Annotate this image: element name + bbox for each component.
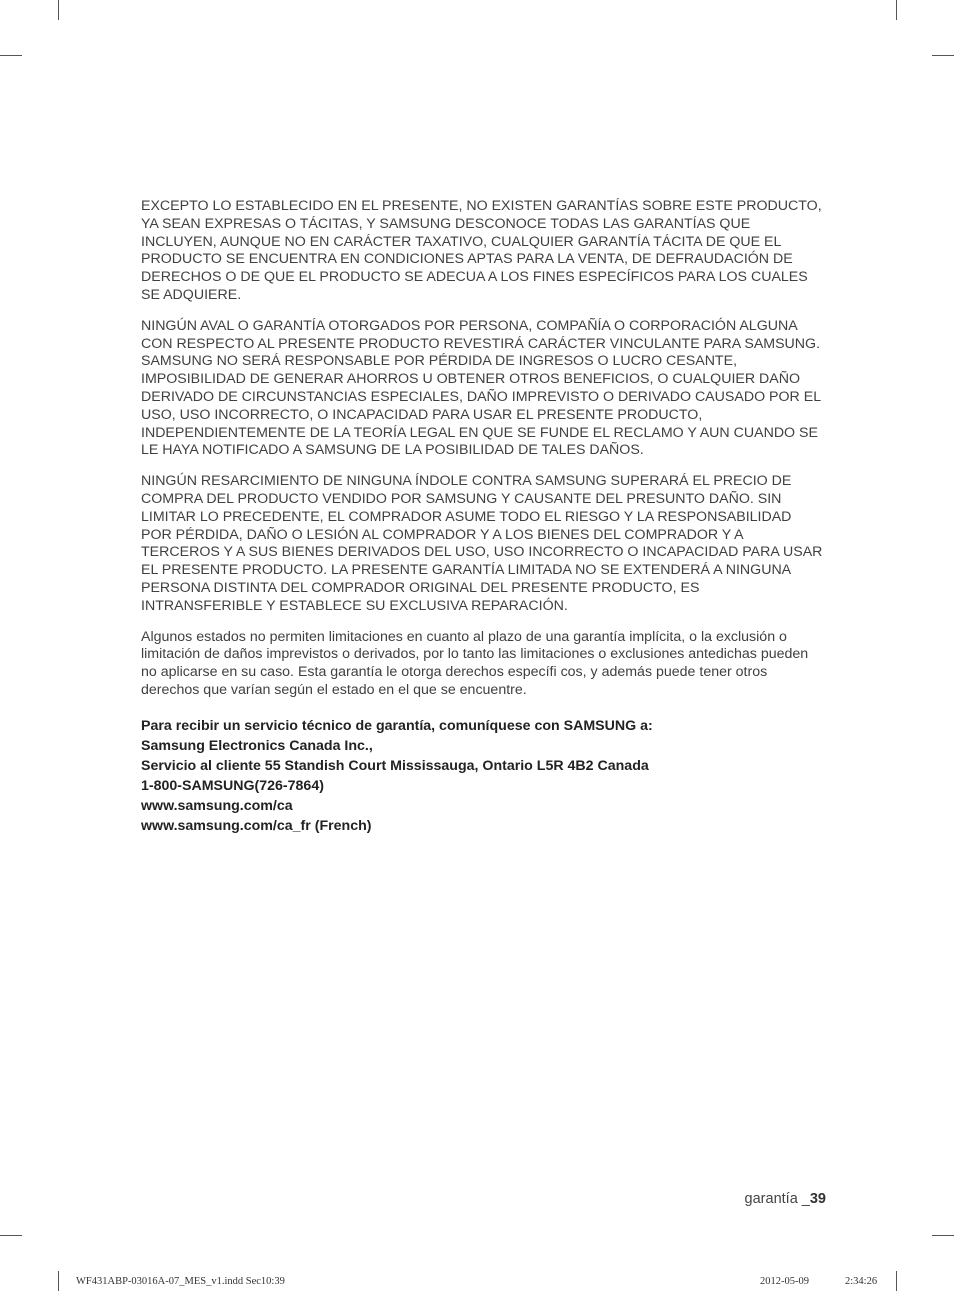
page-footer (745, 1191, 826, 1207)
slug-date: 2012-05-09 (760, 1276, 809, 1287)
paragraph-state-rights: Algunos estados no permiten limitaciones en cuanto al plazo de una garantía implícita, o la exclusión o limitación de daños imprevistos o derivados, por lo tanto las limitaciones o exclusiones antedichas pueden no aplicarse en su caso. Esta garantía le otorga derechos específi cos, y además puede tener otros derechos que varían según el estado en el que se encuentre. (141, 628, 809, 698)
crop-mark-right-bottom (932, 1235, 954, 1236)
crop-mark-top-right (896, 0, 897, 20)
crop-mark-top-left (58, 0, 59, 20)
crop-mark-bottom-left (58, 1271, 59, 1291)
crop-mark-right-top (932, 55, 954, 56)
contact-intro: Para recibir un servicio técnico de garantía, comuníquese con SAMSUNG a: (141, 717, 653, 734)
warranty-content (141, 198, 823, 836)
paragraph-liability: NINGÚN AVAL O GARANTÍA OTORGADOS POR PERSONA, COMPAÑÍA O CORPORACIÓN ALGUNA CON RESPECTO AL PRESENTE PRODUCTO REVESTIRÁ CARÁCTER VINCULANTE PARA SAMSUNG. SAMSUNG NO SERÁ RESPONSABLE POR PÉRDIDA DE INGRESOS O LUCRO CESANTE, IMPOSIBILIDAD DE GENERAR AHORROS U OBTENER OTROS BENEFICIOS, O CUALQUIER DAÑO DERIVADO DE CIRCUNSTANCIAS ESPECIALES, DAÑO IMPREVISTO O DERIVADO CAUSADO POR EL USO, USO INCORRECTO, O INCAPACIDAD PARA USAR EL PRESENTE PRODUCTO, INDEPENDIENTEMENTE DE LA TEORÍA LEGAL EN QUE SE FUNDE EL RECLAMO Y AUN CUANDO SE LE HAYA NOTIFICADO A SAMSUNG DE LA POSIBILIDAD DE TALES DAÑOS. (141, 317, 821, 459)
contact-website-fr: www.samsung.com/ca_fr (French) (141, 817, 372, 834)
contact-block (141, 716, 823, 836)
contact-website: www.samsung.com/ca (141, 797, 293, 814)
crop-mark-bottom-right (896, 1271, 897, 1291)
contact-company: Samsung Electronics Canada Inc., (141, 737, 373, 754)
paragraph-remedy: NINGÚN RESARCIMIENTO DE NINGUNA ÍNDOLE CONTRA SAMSUNG SUPERARÁ EL PRECIO DE COMPRA DEL PRODUCTO VENDIDO POR SAMSUNG Y CAUSANTE DEL PRESUNTO DAÑO. SIN LIMITAR LO PRECEDENTE, EL COMPRADOR ASUME TODO EL RIESGO Y LA RESPONSABILIDAD POR PÉRDIDA, DAÑO O LESIÓN AL COMPRADOR Y A LOS BIENES DEL COMPRADOR Y A TERCEROS Y A SUS BIENES DERIVADOS DEL USO, USO INCORRECTO O INCAPACIDAD PARA USAR EL PRESENTE PRODUCTO. LA PRESENTE GARANTÍA LIMITADA NO SE EXTENDERÁ A NINGUNA PERSONA DISTINTA DEL COMPRADOR ORIGINAL DEL PRESENTE PRODUCTO, ES INTRANSFERIBLE Y ESTABLECE SU EXCLUSIVA REPARACIÓN. (141, 473, 823, 614)
page-number: 39 (809, 1191, 826, 1207)
slug-file: WF431ABP-03016A-07_MES_v1.indd Sec10:39 (76, 1276, 285, 1287)
paragraph-disclaimer: EXCEPTO LO ESTABLECIDO EN EL PRESENTE, NO EXISTEN GARANTÍAS SOBRE ESTE PRODUCTO, YA SEAN EXPRESAS O TÁCITAS, Y SAMSUNG DESCONOCE TODAS LAS GARANTÍAS QUE INCLUYEN, AUNQUE NO EN CARÁCTER TAXATIVO, CUALQUIER GARANTÍA TÁCITA DE QUE EL PRODUCTO SE ENCUENTRA EN CONDICIONES APTAS PARA LA VENTA, DE DEFRAUDACIÓN DE DERECHOS O DE QUE EL PRODUCTO SE ADECUA A LOS FINES ESPECÍFICOS PARA LOS CUALES SE ADQUIERE. (141, 198, 822, 303)
contact-phone: 1-800-SAMSUNG(726-7864) (141, 777, 324, 794)
crop-mark-left-top (0, 55, 22, 56)
slug-time: 2:34:26 (845, 1276, 878, 1287)
footer-section-label: garantía _ (744, 1191, 810, 1207)
contact-address: Servicio al cliente 55 Standish Court Mississauga, Ontario L5R 4B2 Canada (141, 757, 649, 774)
crop-mark-left-bottom (0, 1235, 22, 1236)
